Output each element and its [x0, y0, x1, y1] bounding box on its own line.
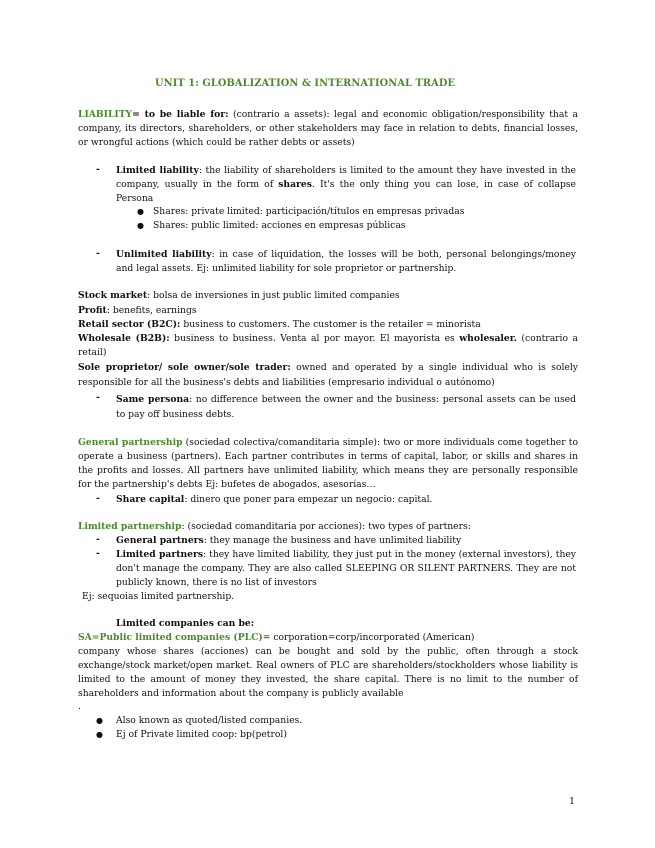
limited-partnership-line — [78, 520, 471, 534]
limited-liability-desc2: . It's the only thing you can lose, in case of collapse Persona — [116, 179, 576, 204]
private-coop-item — [96, 728, 287, 742]
limited-partnership-term: Limited partnership — [78, 521, 182, 532]
dash-bullet: - — [96, 493, 100, 504]
wholesale-line — [78, 332, 578, 360]
same-persona-text — [116, 392, 576, 422]
stray-period: . — [78, 701, 81, 712]
wholesaler-term: wholesaler. — [459, 333, 517, 344]
limited-partners-term: Limited partners — [116, 549, 203, 560]
wholesale-text2: (contrario a retail) — [78, 333, 578, 358]
stock-market-term: Stock market — [78, 290, 148, 301]
liability-term-rest: = to be liable for: — [132, 109, 229, 120]
plc-line — [78, 631, 475, 645]
plc-paragraph: company whose shares (acciones) can be bought and sold by the public, often through a stock exchange/stock market/open market. Real owners of PLC are shareholders/stockholders whose liability is limited to the amount of money they invested, the share capital. There is no limit to the number of shareholders and information about the company is publicly available — [78, 646, 578, 699]
dot-bullet: ● — [137, 221, 144, 230]
sole-proprietor-text: owned and operated by a single individual who is solely responsible for all the business's debts and liabilities (empresario individual o autónomo) — [78, 362, 578, 388]
limited-partnership-text: : (sociedad comanditaria por acciones): two types of partners: — [181, 521, 471, 532]
unlimited-liability-text — [116, 248, 576, 276]
wholesale-term: Wholesale (B2B): — [78, 333, 170, 344]
general-partnership-definition — [78, 436, 578, 492]
dash-bullet: - — [96, 534, 100, 545]
limited-partnership-example: Ej: sequoias limited partnership. — [82, 591, 235, 602]
stock-market-text: : bolsa de inversiones in just public limited companies — [147, 290, 400, 301]
dash-bullet: - — [96, 392, 100, 403]
wholesale-text: business to business. Venta al por mayor. El mayorista es — [169, 333, 460, 344]
same-persona-desc: : no difference between the owner and the business: personal assets can be used to pay off business debts. — [116, 394, 576, 420]
dash-bullet: - — [96, 248, 100, 259]
dot-bullet: ● — [96, 730, 103, 739]
share-capital-text — [116, 493, 576, 507]
limited-liability-term: Limited liability — [116, 165, 199, 176]
general-partners-desc: : they manage the business and have unlimited liability — [203, 535, 462, 546]
shares-private-text: Shares: private limited: participación/títulos en empresas privadas — [153, 206, 465, 217]
shares-public-text: Shares: public limited: acciones en empresas públicas — [153, 220, 406, 231]
limited-partners-text — [116, 548, 576, 590]
retail-line — [78, 318, 481, 332]
general-partnership-text: (sociedad colectiva/comanditaria simple): two or more individuals come together to operate a business (partners). Each partner contributes in terms of capital, labor, or skills and shares in the profits and losses. All partners have unlimited liability, which means they are personally responsible for the partnership's debts Ej: bufetes de abogados, asesorías… — [78, 437, 578, 490]
sole-proprietor-term: Sole proprietor/ sole owner/sole trader: — [78, 362, 291, 373]
liability-term: LIABILITY — [78, 109, 133, 120]
sole-proprietor-line — [78, 360, 578, 390]
page-title: UNIT 1: GLOBALIZATION & INTERNATIONAL TRADE — [155, 78, 456, 89]
shares-term: shares — [278, 179, 312, 190]
dash-bullet: - — [96, 164, 100, 175]
dot-bullet: ● — [96, 716, 103, 725]
shares-private-item — [137, 205, 464, 219]
general-partners-text — [116, 534, 576, 548]
dot-bullet: ● — [137, 207, 144, 216]
quoted-listed-item — [96, 714, 302, 728]
share-capital-desc: : dinero que poner para empezar un negocio: capital. — [184, 494, 433, 505]
dash-bullet: - — [96, 548, 100, 559]
limited-partners-desc: : they have limited liability, they just put in the money (external investors), they don't manage the company. They are also called SLEEPING OR SILENT PARTNERS. They are not publicly known, there is no list of investors — [116, 549, 577, 588]
profit-text: : benefits, earnings — [106, 305, 197, 316]
liability-definition — [78, 108, 578, 150]
limited-companies-heading: Limited companies can be: — [116, 618, 255, 629]
page-number: 1 — [569, 796, 576, 807]
retail-text: business to customers. The customer is the retailer = minorista — [180, 319, 481, 330]
plc-term: SA=Public limited companies (PLC) — [78, 632, 263, 643]
unlimited-liability-desc: : in case of liquidation, the losses will be both, personal belongings/money and legal assets. Ej: unlimited liability for sole proprietor or partnership. — [116, 249, 576, 274]
plc-text: = corporation=corp/incorporated (American) — [262, 632, 475, 643]
profit-line — [78, 304, 197, 318]
general-partners-term: General partners — [116, 535, 204, 546]
shares-public-item — [137, 219, 406, 233]
retail-term: Retail sector (B2C): — [78, 319, 181, 330]
liability-def: (contrario a assets): legal and economic obligation/responsibility that a company, its directors, shareholders, or other stakeholders may face in relation to debts, financial losses, or wrongful actions (which could be rather debts or assets) — [78, 109, 578, 148]
limited-liability-desc: : the liability of shareholders is limited to the amount they have invested in the company, usually in the form of — [116, 165, 576, 190]
unlimited-liability-term: Unlimited liability — [116, 249, 212, 260]
private-coop-text: Ej of Private limited coop: bp(petrol) — [116, 729, 287, 740]
share-capital-term: Share capital — [116, 494, 185, 505]
same-persona-term: Same persona — [116, 394, 190, 405]
general-partnership-term: General partnership — [78, 437, 183, 448]
profit-term: Profit — [78, 305, 107, 316]
quoted-listed-text: Also known as quoted/listed companies. — [116, 715, 303, 726]
limited-liability-text — [116, 164, 576, 206]
stock-market-line — [78, 289, 400, 303]
